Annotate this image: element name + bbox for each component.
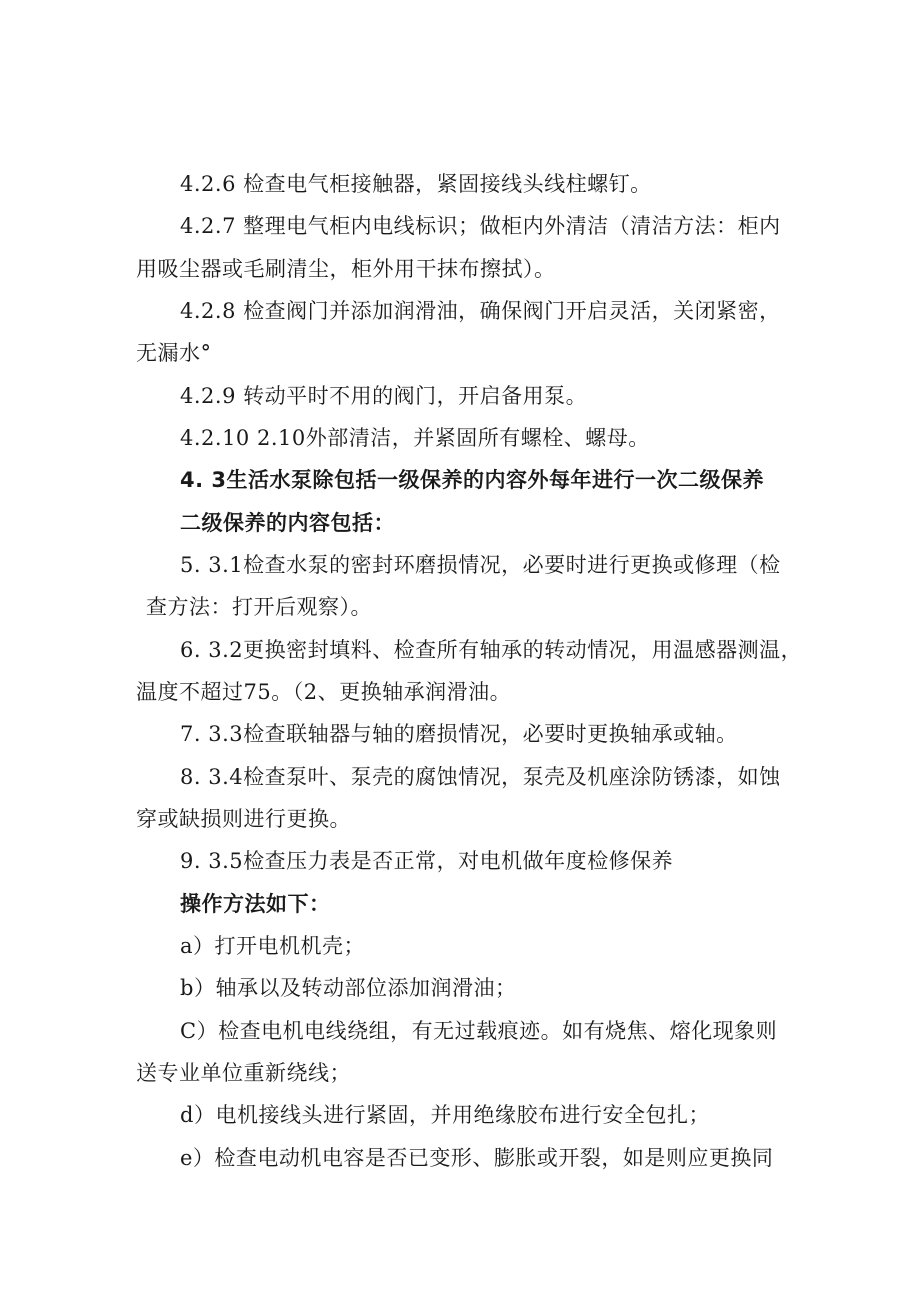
text-line-4-2-8: 4.2.8 检查阀门并添加润滑油，确保阀门开启灵活，关闭紧密， (180, 299, 781, 323)
text-line-8-cont: 穿或缺损则进行更换。 (136, 807, 351, 831)
section-heading-4-3: 4. 3生活水泵除包括一级保养的内容外每年进行一次二级保养 (180, 468, 765, 492)
section-heading-level2: 二级保养的内容包括： (180, 511, 395, 535)
list-item-c: C）检查电机电线绕组，有无过载痕迹。如有烧焦、熔化现象则 (180, 1019, 778, 1043)
list-item-a: a）打开电机机壳； (180, 934, 366, 958)
list-item-e: e）检查电动机电容是否已变形、膨胀或开裂，如是则应更换同 (180, 1146, 774, 1170)
text-line-4-2-10: 4.2.10 2.10外部清洁，并紧固所有螺栓、螺母。 (180, 426, 650, 450)
text-line-8: 8. 3.4检查泵叶、泵壳的腐蚀情况，泵壳及机座涂防锈漆，如蚀 (180, 765, 781, 789)
list-item-b: b）轴承以及转动部位添加润滑油； (180, 976, 517, 1000)
section-heading-method: 操作方法如下： (180, 892, 331, 916)
list-item-d: d）电机接线头进行紧固，并用绝缘胶布进行安全包扎； (180, 1103, 710, 1127)
text-line-4-2-7-cont: 用吸尘器或毛刷清尘，柜外用干抹布擦拭）。 (136, 257, 556, 281)
text-line-4-2-6: 4.2.6 检查电气柜接触器，紧固接线头线柱螺钉。 (180, 172, 652, 196)
list-item-c-cont: 送专业单位重新绕线； (136, 1061, 351, 1085)
text-line-5-cont: 查方法：打开后观察）。 (146, 595, 372, 619)
text-line-4-2-7: 4.2.7 整理电气柜内电线标识；做柜内外清洁（清洁方法：柜内 (180, 214, 781, 238)
text-line-9: 9. 3.5检查压力表是否正常，对电机做年度检修保养 (180, 849, 674, 873)
text-line-5: 5. 3.1检查水泵的密封环磨损情况，必要时进行更换或修理（检 (180, 553, 781, 577)
text-line-4-2-8-cont: 无漏水° (136, 341, 212, 365)
text-line-4-2-9: 4.2.9 转动平时不用的阀门，开启备用泵。 (180, 384, 588, 408)
text-line-7: 7. 3.3检查联轴器与轴的磨损情况，必要时更换轴承或轴。 (180, 722, 738, 746)
text-line-6-cont: 温度不超过75。（2、更换轴承润滑油。 (136, 680, 512, 704)
text-line-6: 6. 3.2更换密封填料、检查所有轴承的转动情况，用温感器测温， (180, 638, 803, 662)
